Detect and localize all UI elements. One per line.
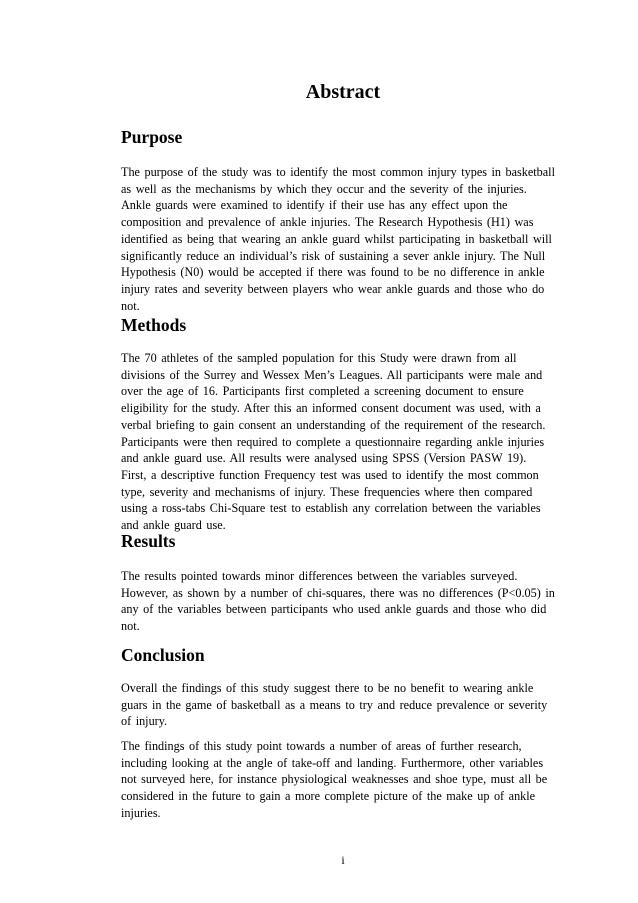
- section-heading-methods: Methods: [121, 315, 187, 335]
- page-title: Abstract: [305, 81, 381, 103]
- conclusion-paragraph-2: [121, 738, 566, 822]
- page-number: i: [341, 853, 345, 867]
- text-line: of injury.: [121, 714, 168, 729]
- text-line: The purpose of the study was to identify the most common injury types in basketball: [121, 165, 555, 179]
- text-line: The 70 athletes of the sampled population for this Study were drawn from all: [121, 351, 517, 365]
- text-line: eligibility for the study. After this an informed consent document was used, with a: [121, 401, 541, 416]
- text-line: type, severity and mechanisms of injury. These frequencies where then compared: [121, 484, 533, 499]
- section-heading-results: Results: [121, 531, 176, 551]
- text-line: First, a descriptive function Frequency test was used to identify the most common: [121, 467, 539, 482]
- text-line: using a ross-tabs Chi-Square test to establish any correlation between the variables: [121, 501, 541, 516]
- text-line: composition and prevalence of ankle injuries. The Research Hypothesis (H1) was: [121, 215, 534, 230]
- text-line: verbal briefing to gain consent an understanding of the requirement of the research.: [121, 417, 546, 432]
- text-line: not surveyed here, for instance physiological weaknesses and shoe type, must all be: [121, 772, 548, 787]
- purpose-paragraph: [121, 164, 566, 314]
- text-line: The results pointed towards minor differences between the variables surveyed.: [121, 569, 518, 583]
- text-line: However, as shown by a number of chi-squares, there was no differences (P<0.05) in: [121, 585, 555, 600]
- text-line: considered in the future to gain a more complete picture of the make up of ankle: [121, 789, 536, 804]
- text-line: and ankle guard use.: [121, 518, 226, 533]
- text-line: identified as being that wearing an ankle guard whilst participating in basketball will: [121, 231, 552, 246]
- text-line: and ankle guard use. All results were analysed using SPSS (Version PASW 19).: [121, 451, 527, 466]
- text-line: injuries.: [121, 805, 161, 820]
- section-heading-conclusion: Conclusion: [121, 645, 205, 665]
- text-line: including looking at the angle of take-off and landing. Furthermore, other variables: [121, 755, 544, 770]
- text-line: The findings of this study point towards a number of areas of further research,: [121, 739, 522, 753]
- text-line: as well as the mechanisms by which they occur and the severity of the injuries.: [121, 181, 527, 196]
- text-line: divisions of the Surrey and Wessex Men’s Leagues. All participants were male and: [121, 367, 543, 382]
- text-line: significantly reduce an individual’s risk of sustaining a sever ankle injury. The Null: [121, 248, 546, 263]
- text-line: injury rates and severity between players who wear ankle guards and those who do: [121, 281, 545, 296]
- text-line: Overall the findings of this study suggest there to be no benefit to wearing ankle: [121, 681, 534, 695]
- text-line: not.: [121, 619, 140, 634]
- text-line: any of the variables between participants who used ankle guards and those who did: [121, 602, 547, 617]
- text-line: Participants were then required to complete a questionnaire regarding ankle injuries: [121, 434, 545, 449]
- section-heading-purpose: Purpose: [121, 127, 183, 147]
- text-line: not.: [121, 298, 140, 313]
- methods-paragraph: [121, 350, 566, 534]
- text-line: over the age of 16. Participants first completed a screening document to ensure: [121, 384, 524, 399]
- results-paragraph: [121, 568, 566, 635]
- text-line: Hypothesis (N0) would be accepted if there was found to be no difference in ankle: [121, 265, 545, 280]
- text-line: guars in the game of basketball as a means to try and reduce prevalence or severity: [121, 697, 548, 712]
- conclusion-paragraph-1: [121, 680, 566, 730]
- text-line: Ankle guards were examined to identify if their use has any effect upon the: [121, 198, 508, 213]
